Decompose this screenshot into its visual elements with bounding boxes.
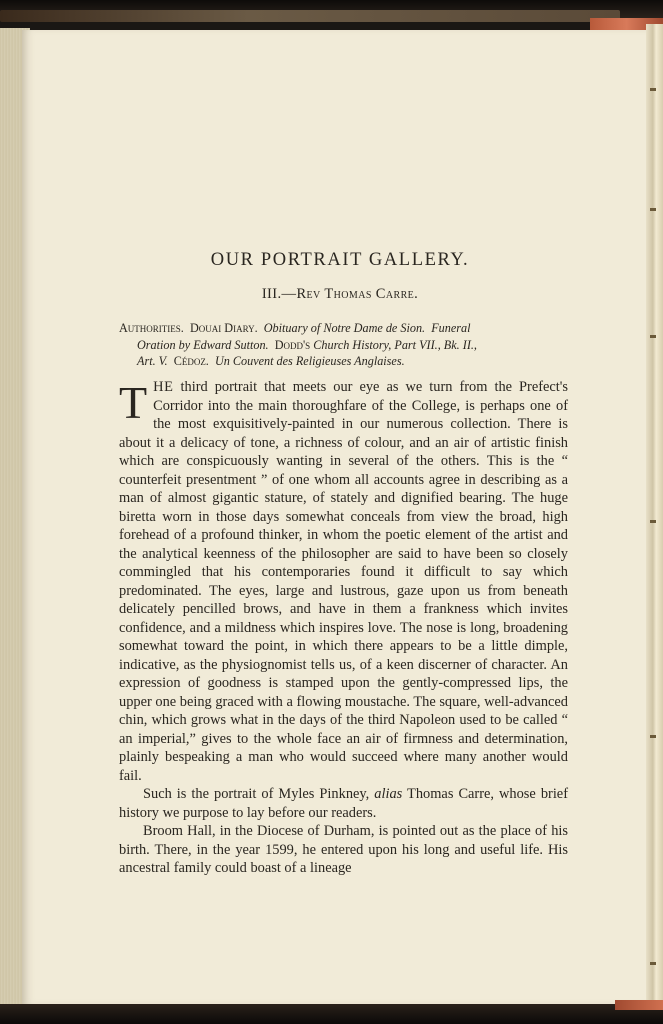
paragraph — [119, 785, 568, 822]
first-word: HE — [153, 379, 174, 395]
couvent-ref: Un Couvent des Religieuses Anglaises. — [214, 354, 405, 368]
funeral-ref-1: Funeral — [431, 321, 471, 335]
paragraph — [119, 378, 568, 785]
dodd-ref: Dodd's — [274, 337, 311, 352]
church-history-ref: Church History, Part VII., Bk. II., — [313, 337, 477, 352]
paragraph-text: third portrait that meets our eye as we turn from the Prefect's Corridor into the main thoroughfare of the College, is perhaps one of the most exquisitively-painted in our numerous collection. There is about it a delicacy of tone, a richness of colour, and an air of artistic finish which are conspicuously wanting in several of the others. This is the “ counterfeit presentment ” of one whom all accounts agree in describing as a man of almost gigantic stature, of stately and dignified bearing. The huge biretta worn in those days somewhat conceals from view the broad, high forehead of a profound thinker, in whom the poetic element of the artist and the analytical keenness of the philosopher are said to have been so closely commingled that his contemporaries found it difficult to say which predominated. The eyes, large and lustrous, gaze upon us from beneath delicately pencilled brows, and have in them a frankness which invites confidence, and a mildness which inspires love. The nose is long, broadening somewhat toward the point, in which there appears to be a little dimple, indicative, as the physiognomist tells us, of a keen discerner of character. An expression of goodness is stamped upon the gently-compressed lips, the upper one being graced with a flowing moustache. The square, well-advanced chin, which grows what in the days of the third Napoleon used to be called “ an imperial,” gives to the whole face an air of firmness and determination, plainly bespeaking a man who would succeed where many another would fail. — [119, 379, 568, 784]
alias-word: alias — [374, 786, 403, 802]
authorities-label: Authorities. — [119, 321, 184, 335]
cover-edge-red-bottom — [615, 1000, 663, 1010]
cedoz-ref: Cédoz. — [173, 354, 209, 368]
section-subtitle: III.—Rev Thomas Carre. — [261, 286, 419, 302]
article-body — [119, 378, 568, 878]
drop-cap: T — [119, 377, 148, 428]
paragraph — [119, 822, 568, 878]
paragraph-text: Such is the portrait of Myles Pinkney, — [143, 786, 375, 802]
edge-mark — [650, 335, 656, 338]
edge-mark — [650, 735, 656, 738]
book-spine-binding — [0, 10, 620, 22]
book-cover-bottom — [0, 1004, 663, 1024]
page-stack-right — [646, 24, 663, 1009]
paragraph-text: Broom Hall, in the Diocese of Durham, is pointed out as the place of his birth. There, in the year 1599, he entered upon his long and useful life. His ancestral family could boast of a lineage — [119, 823, 568, 876]
edge-mark — [650, 208, 656, 211]
edge-mark — [650, 962, 656, 965]
authorities-block — [119, 320, 568, 370]
page-title: OUR PORTRAIT GALLERY. — [210, 250, 470, 270]
funeral-ref-2: Oration by Edward Sutton. — [137, 337, 269, 352]
art-ref: Art. V. — [137, 354, 168, 368]
edge-mark — [650, 520, 656, 523]
douai-diary: Douai Diary. — [189, 321, 258, 335]
edge-mark — [650, 88, 656, 91]
obituary-ref: Obituary of Notre Dame de Sion. — [263, 321, 426, 335]
paragraph-text: Thomas Carre, whose brief history we purpose to lay before our readers. — [119, 786, 568, 821]
